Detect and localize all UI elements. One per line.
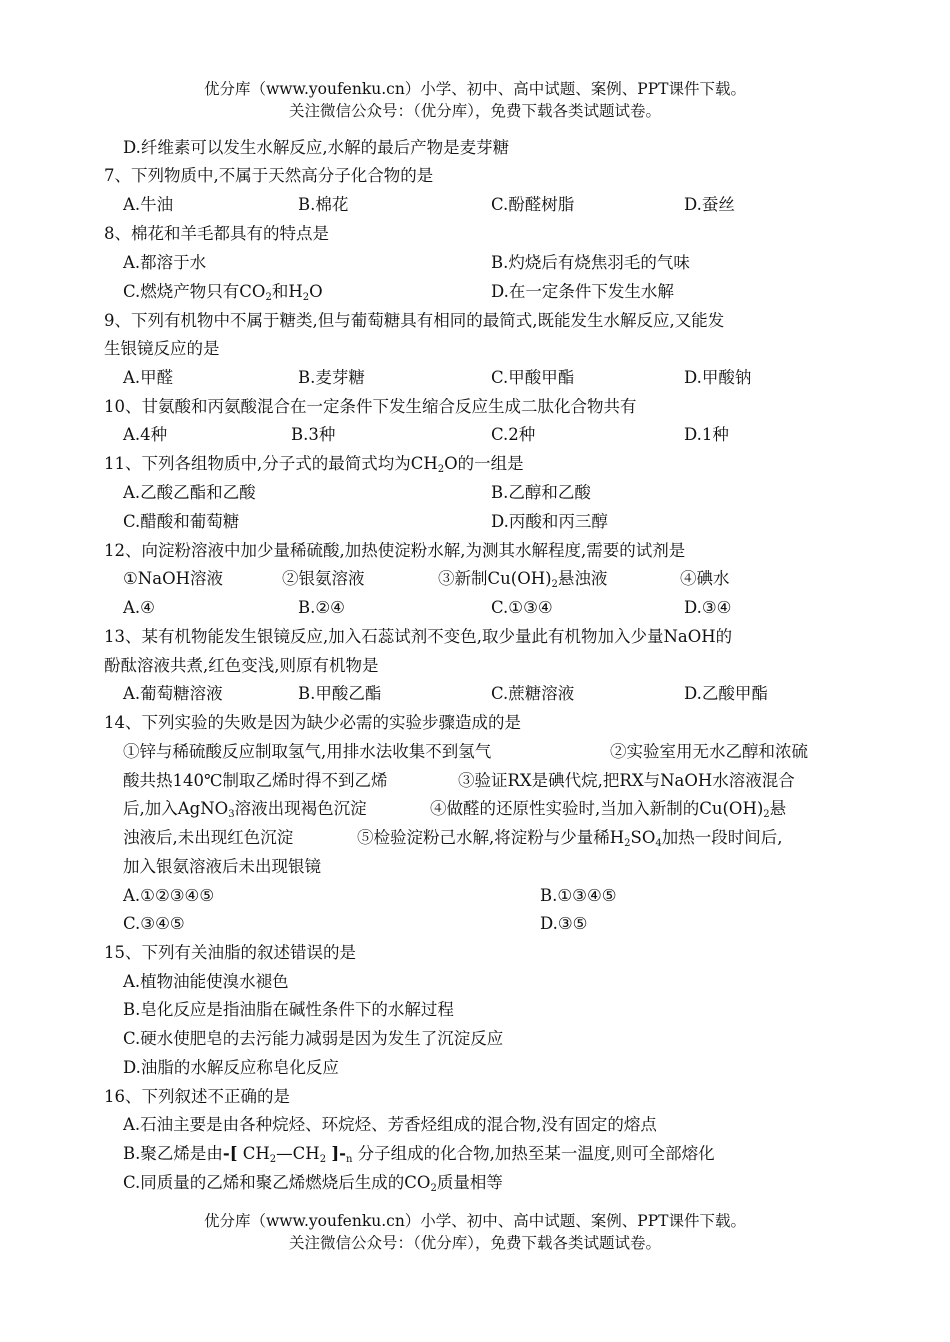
footer-line-1: 优分库（www.youfenku.cn）小学、初中、高中试题、案例、PPT课件下载。 — [203, 1212, 747, 1230]
header-line-2: 关注微信公众号：（优分库），免费下载各类试题试卷。 — [288, 102, 661, 120]
q11-option-b: B.乙醇和乙酸 — [491, 483, 591, 502]
q10-stem: 10、甘氨酸和丙氨酸混合在一定条件下发生缩合反应生成二肽化合物共有 — [104, 397, 637, 416]
q8-option-d: D.在一定条件下发生水解 — [491, 282, 674, 301]
q8-stem: 8、棉花和羊毛都具有的特点是 — [104, 224, 329, 243]
q7-option-d: D.蚕丝 — [684, 195, 735, 214]
q14-item-2-end: 酸共热140℃制取乙烯时得不到乙烯 — [123, 771, 388, 790]
q12-reagent-4: ④碘水 — [680, 569, 730, 588]
q7-stem: 7、下列物质中,不属于天然高分子化合物的是 — [104, 166, 434, 185]
q10-option-d: D.1种 — [684, 425, 729, 444]
q15-option-b: B.皂化反应是指油脂在碱性条件下的水解过程 — [123, 1000, 454, 1019]
q9-option-b: B.麦芽糖 — [298, 368, 365, 387]
q16-option-b: B.聚乙烯是由-[ $CH_2—CH_2$ ]$-_n$ 分子组成的化合物,加热至某一温度,则可全部熔化 — [123, 1144, 715, 1165]
q10-option-b: B.3种 — [291, 425, 336, 444]
q16-option-c: C.同质量的乙烯和聚乙烯燃烧后生成的$CO_2$质量相等 — [123, 1173, 503, 1194]
q10-option-c: C.2种 — [491, 425, 536, 444]
q14-item-5-start: ⑤检验淀粉己水解,将淀粉与少量稀$H_2SO_4$加热一段时间后, — [357, 828, 783, 849]
q12-reagent-1: ①NaOH溶液 — [123, 569, 223, 588]
q7-option-b: B.棉花 — [298, 195, 349, 214]
q11-option-d: D.丙酸和丙三醇 — [491, 512, 608, 531]
q9-stem-line-2: 生银镜反应的是 — [104, 339, 220, 358]
q14-item-3-end: 后,加入AgNO$_3$溶液出现褐色沉淀 — [123, 799, 367, 820]
q12-option-c: C.①③④ — [491, 598, 553, 617]
q14-option-a: A.①②③④⑤ — [123, 886, 215, 905]
q14-option-b: B.①③④⑤ — [540, 886, 617, 905]
q15-option-c: C.硬水使肥皂的去污能力减弱是因为发生了沉淀反应 — [123, 1029, 504, 1048]
q8-option-b: B.灼烧后有烧焦羽毛的气味 — [491, 253, 690, 272]
q8-option-a: A.都溶于水 — [123, 253, 207, 272]
q15-option-a: A.植物油能使溴水褪色 — [123, 972, 289, 991]
q14-item-5-end: 加入银氨溶液后未出现银镜 — [123, 857, 321, 876]
q7-option-a: A.牛油 — [123, 195, 174, 214]
q13-stem-line-2: 酚酞溶液共煮,红色变浅,则原有机物是 — [104, 656, 379, 675]
q13-option-d: D.乙酸甲酯 — [684, 684, 768, 703]
q14-option-d: D.③⑤ — [540, 914, 588, 933]
footer-line-2: 关注微信公众号：（优分库），免费下载各类试题试卷。 — [288, 1234, 661, 1252]
q11-option-a: A.乙酸乙酯和乙酸 — [123, 483, 256, 502]
footer-banner — [0, 1210, 950, 1254]
q9-option-d: D.甲酸钠 — [684, 368, 752, 387]
header-banner — [0, 78, 950, 122]
q9-option-a: A.甲醛 — [123, 368, 174, 387]
q10-option-a: A.4种 — [123, 425, 168, 444]
q9-stem-line-1: 9、下列有机物中不属于糖类,但与葡萄糖具有相同的最简式,既能发生水解反应,又能发 — [104, 311, 725, 330]
q12-option-a: A.④ — [123, 598, 155, 617]
polyethylene-formula: -[ $CH_2—CH_2$ ]$-_n$ — [222, 1144, 353, 1165]
q16-option-a: A.石油主要是由各种烷烃、环烷烃、芳香烃组成的混合物,没有固定的熔点 — [123, 1115, 657, 1134]
q12-reagent-3: ③新制$Cu(OH)_2$悬浊液 — [438, 569, 608, 590]
q14-option-c: C.③④⑤ — [123, 914, 185, 933]
q12-option-b: B.②④ — [298, 598, 345, 617]
q14-item-2-start: ②实验室用无水乙醇和浓硫 — [610, 742, 808, 761]
q11-stem: 11、下列各组物质中,分子式的最简式均为$CH_2O$的一组是 — [104, 454, 524, 475]
q9-option-c: C.甲酸甲酯 — [491, 368, 575, 387]
q12-option-d: D.③④ — [684, 598, 732, 617]
q11-option-c: C.醋酸和葡萄糖 — [123, 512, 240, 531]
q14-item-1: ①锌与稀硫酸反应制取氢气,用排水法收集不到氢气 — [123, 742, 492, 761]
q16-stem: 16、下列叙述不正确的是 — [104, 1087, 290, 1106]
q13-stem-line-1: 13、某有机物能发生银镜反应,加入石蕊试剂不变色,取少量此有机物加入少量NaOH的 — [104, 627, 733, 646]
header-line-1: 优分库（www.youfenku.cn）小学、初中、高中试题、案例、PPT课件下载。 — [203, 80, 747, 98]
q13-option-b: B.甲酸乙酯 — [298, 684, 382, 703]
q14-stem: 14、下列实验的失败是因为缺少必需的实验步骤造成的是 — [104, 713, 521, 732]
q12-reagent-2: ②银氨溶液 — [282, 569, 365, 588]
q15-stem: 15、下列有关油脂的叙述错误的是 — [104, 943, 356, 962]
q12-stem: 12、向淀粉溶液中加少量稀硫酸,加热使淀粉水解,为测其水解程度,需要的试剂是 — [104, 541, 686, 560]
q15-option-d: D.油脂的水解反应称皂化反应 — [123, 1058, 339, 1077]
q14-item-4-end: 浊液后,未出现红色沉淀 — [123, 828, 294, 847]
q7-option-c: C.酚醛树脂 — [491, 195, 575, 214]
q6-option-d: D.纤维素可以发生水解反应,水解的最后产物是麦芽糖 — [123, 138, 510, 157]
q13-option-a: A.葡萄糖溶液 — [123, 684, 223, 703]
q13-option-c: C.蔗糖溶液 — [491, 684, 575, 703]
q8-option-c: C.燃烧产物只有$CO_2$和$H_2O$ — [123, 282, 323, 303]
q14-item-4-start: ④做醛的还原性实验时,当加入新制的$Cu(OH)_2$悬 — [430, 799, 787, 820]
q14-item-3-start: ③验证RX是碘代烷,把RX与NaOH水溶液混合 — [458, 771, 795, 790]
